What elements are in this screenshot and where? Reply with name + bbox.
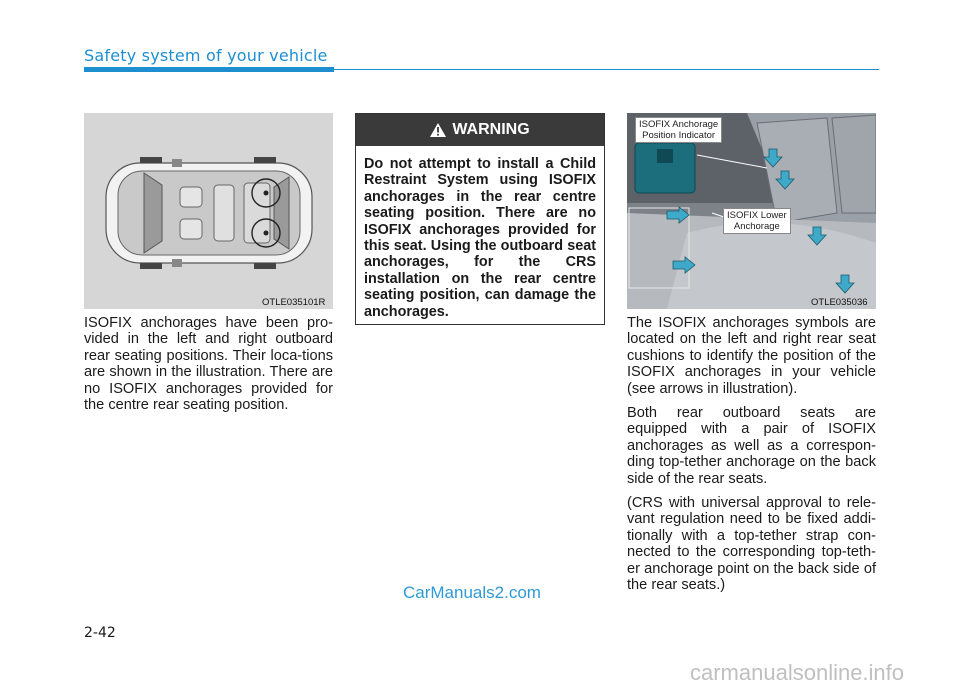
vehicle-top-view-illustration bbox=[84, 113, 333, 309]
header-accent-bar bbox=[84, 67, 334, 72]
vehicle-top-view-figure bbox=[84, 113, 333, 309]
page-number: 2-42 bbox=[84, 625, 116, 641]
warning-box bbox=[355, 113, 605, 325]
warning-title: WARNING bbox=[452, 121, 530, 138]
callout-anchorage-indicator bbox=[635, 117, 722, 143]
right-paragraph-2: Both rear outboard seats are equipped with a pair of ISOFIX anchorages as well as a correspon-ding top-tether anchorage on the back side of the rear seats. bbox=[627, 405, 876, 487]
warning-triangle-icon bbox=[430, 123, 446, 137]
right-paragraph-1: The ISOFIX anchorages symbols are located on the left and right rear seat cushions to identify the position of the ISOFIX anchorages in your vehicle (see arrows in illustration). bbox=[627, 315, 876, 397]
rear-seat-figure bbox=[627, 113, 876, 309]
figure-code-left: OTLE035101R bbox=[262, 297, 326, 308]
callout-indicator-line2: Position Indicator bbox=[642, 130, 716, 141]
warning-text: Do not attempt to install a Child Restraint System using ISOFIX anchorages in the rear centre seating position. There are no ISOFIX anchorages provided for this seat. Using the outboard seat anchorages, for the CRS installation on the rear centre seating position, can damage the anchorages. bbox=[364, 156, 596, 320]
right-text-column bbox=[627, 315, 876, 602]
callout-lower-line2: Anchorage bbox=[733, 221, 780, 232]
warning-header bbox=[356, 114, 604, 146]
watermark-link-top[interactable]: CarManuals2.com bbox=[403, 583, 541, 602]
callout-lower-anchorage bbox=[723, 208, 791, 234]
callout-lower-line1: ISOFIX Lower bbox=[727, 210, 787, 221]
header-rule bbox=[334, 69, 879, 70]
right-paragraph-3: (CRS with universal approval to rele-vant regulation need to be fixed addi-tionally with a top-tether strap con-nected to the corresponding top-teth-er anchorage point on the back side of the rear seats.) bbox=[627, 495, 876, 594]
left-paragraph: ISOFIX anchorages have been pro-vided in the left and right outboard rear seating positions. Their loca-tions are shown in the illustration. There are no ISOFIX anchorages provided for the centre rear seating position. bbox=[84, 315, 333, 414]
section-title: Safety system of your vehicle bbox=[84, 46, 328, 65]
callout-indicator-line1: ISOFIX Anchorage bbox=[639, 119, 719, 130]
figure-code-right: OTLE035036 bbox=[811, 297, 868, 308]
watermark-bottom: carmanualsonline.info bbox=[690, 660, 905, 685]
